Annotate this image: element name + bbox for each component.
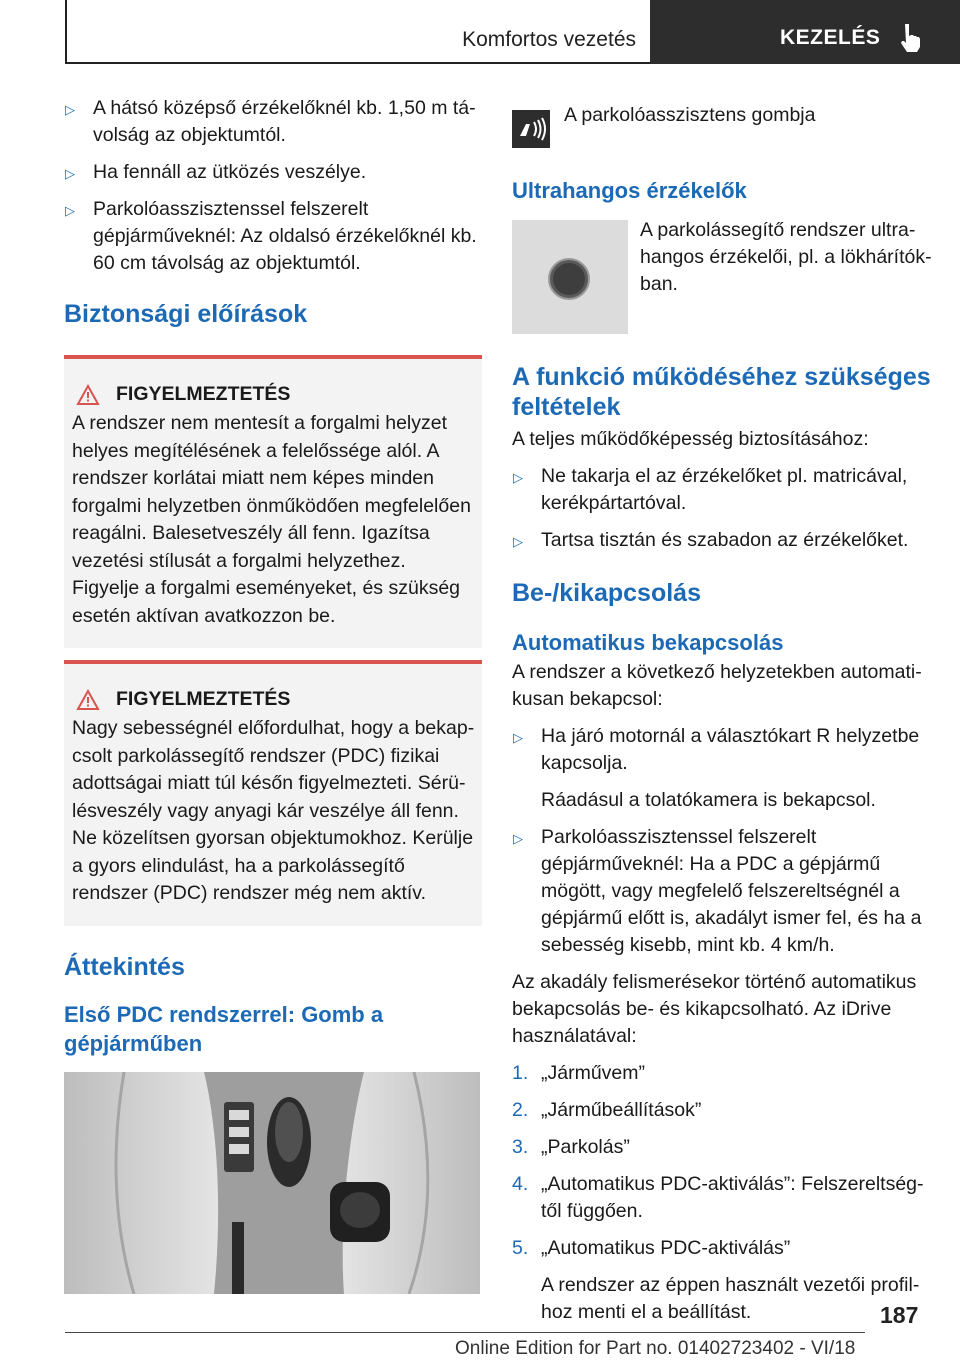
list-item: ▷ Ha járó motornál a választókart R helyzetbe kapcsolja. Ráadásul a tolatókamera is bekapcsol. <box>513 725 920 811</box>
sensors-description: A parkolássegítő rendszer ultrahangos érzékelői, pl. a lökhárítókban. <box>640 219 932 295</box>
list-item: ▷ Ha fennáll az ütközés veszélye. <box>64 159 482 186</box>
triangle-bullet-icon: ▷ <box>513 831 523 846</box>
footer-divider <box>65 1332 865 1333</box>
heading-on-off: Be-/kikapcsolás <box>512 579 701 607</box>
subheading-button-location: Első PDC rendszerrel: Gomb a gépjárműben <box>64 1001 384 1056</box>
warning-title-2: FIGYELMEZTETÉS <box>72 688 475 711</box>
warning-box-1 <box>64 355 482 648</box>
list-item: 4. „Automatikus PDC-aktiválás”: Felszereltségtől függően. <box>512 1173 924 1222</box>
triangle-bullet-icon: ▷ <box>65 102 75 117</box>
top-bullet-list <box>64 95 482 277</box>
subheading-automatic-activation: Automatikus bekapcsolás <box>512 630 784 655</box>
sensor-block <box>512 217 932 337</box>
parking-button-row <box>512 102 932 154</box>
center-console-image <box>64 1072 480 1294</box>
warning-triangle-icon <box>76 384 100 406</box>
triangle-bullet-icon: ▷ <box>513 730 523 745</box>
list-item: 2. „Járműbeállítások” <box>512 1099 702 1121</box>
parking-assistant-button-icon <box>512 110 550 148</box>
requirements-intro: A teljes működőképesség biztosításához: <box>512 428 869 450</box>
warning-triangle-icon <box>76 689 100 711</box>
warning-title-1: FIGYELMEZTETÉS <box>72 383 475 406</box>
header-chapter-label: KEZELÉS <box>780 26 881 49</box>
sensor-photo <box>512 220 628 334</box>
warning-box-2 <box>64 660 482 926</box>
list-item: 5. „Automatikus PDC-aktiválás” A rendszer az éppen használt vezetői profilhoz menti el a beállítást. <box>512 1237 920 1323</box>
heading-safety: Biztonsági előírások <box>64 300 308 328</box>
list-item: 1. „Járművem” <box>512 1062 646 1084</box>
list-item: ▷ Tartsa tisztán és szabadon az érzékelőket. <box>512 527 932 554</box>
heading-overview: Áttekintés <box>64 952 185 981</box>
idrive-paragraph: Az akadály felismerésekor történő automatikus bekapcsolás be- és kikapcsolható. Az iDrive használatával: <box>512 971 917 1047</box>
header-chapter-tab[interactable] <box>650 0 960 64</box>
header-underline <box>65 62 650 64</box>
requirements-list <box>512 463 932 554</box>
right-column <box>512 102 932 1336</box>
warning-text-1: A rendszer nem mentesít a forgalmi helyzet helyes megítélésének a felelőssége alól. A rendszer korlátai miatt nem képes minden forgalmi helyzetben önműködően megfelelően reagálni. Balesetveszély áll fenn. Igazítsa vezetési stílusát a forgalmi helyzethez. Figyelje a forgalmi eseményeket, és szükség esetén aktívan avatkozzon be. <box>72 412 471 627</box>
list-item: ▷ A hátsó középső érzékelőknél kb. 1,50 m távolság az objektumtól. <box>65 97 476 146</box>
header-divider <box>65 0 67 64</box>
list-item: 3. „Parkolás” <box>512 1136 630 1158</box>
footer-edition: Online Edition for Part no. 01402723402 - VI/18 <box>455 1338 856 1359</box>
triangle-bullet-icon: ▷ <box>65 166 75 181</box>
heading-requirements: A funkció működéséhez szükséges feltételek <box>512 363 931 421</box>
center-console-photo <box>64 1072 480 1294</box>
triangle-bullet-icon: ▷ <box>65 203 75 218</box>
auto-activation-list <box>512 723 932 959</box>
hand-pointer-icon <box>896 22 924 52</box>
triangle-bullet-icon: ▷ <box>513 470 523 485</box>
parking-button-caption: A parkolóasszisztens gombja <box>564 104 816 126</box>
triangle-bullet-icon: ▷ <box>513 534 523 549</box>
idrive-steps <box>512 1060 932 1326</box>
auto-intro: A rendszer a következő helyzetekben automatikusan bekapcsol: <box>512 661 922 710</box>
list-item: ▷ Parkolóasszisztenssel felszerelt gépjárműveknél: Az oldalsó érzékelőknél kb. 60 cm távolság az objektumtól. <box>65 198 477 274</box>
list-item: ▷ Ne takarja el az érzékelőket pl. matricával, kerékpártartóval. <box>513 465 908 514</box>
header-section-title: Komfortos vezetés <box>462 28 636 51</box>
heading-ultrasonic-sensors: Ultrahangos érzékelők <box>512 178 747 203</box>
page-number: 187 <box>880 1302 919 1328</box>
list-item: ▷ Parkolóasszisztenssel felszerelt gépjárműveknél: Ha a PDC a gépjármű mögött, vagy megfelelő felszereltségnél a gépjármű előtt is, akadályt ismer fel, és ha a sebesség kisebb, mint kb. 4 km/h. <box>513 826 922 956</box>
ultrasonic-sensor-image <box>512 220 628 334</box>
warning-text-2: Nagy sebességnél előfordulhat, hogy a bekapcsolt parkolássegítő rendszer (PDC) fizikai adottságai miatt túl későn figyelmezteti. Sérülésveszély vagy anyagi kár veszélye áll fenn. Ne közelítsen gyorsan objektumokhoz. Kerülje a gyors elindulást, ha a parkolássegítő rendszer (PDC) rendszer még nem aktív. <box>72 717 475 904</box>
left-column <box>64 95 482 1294</box>
